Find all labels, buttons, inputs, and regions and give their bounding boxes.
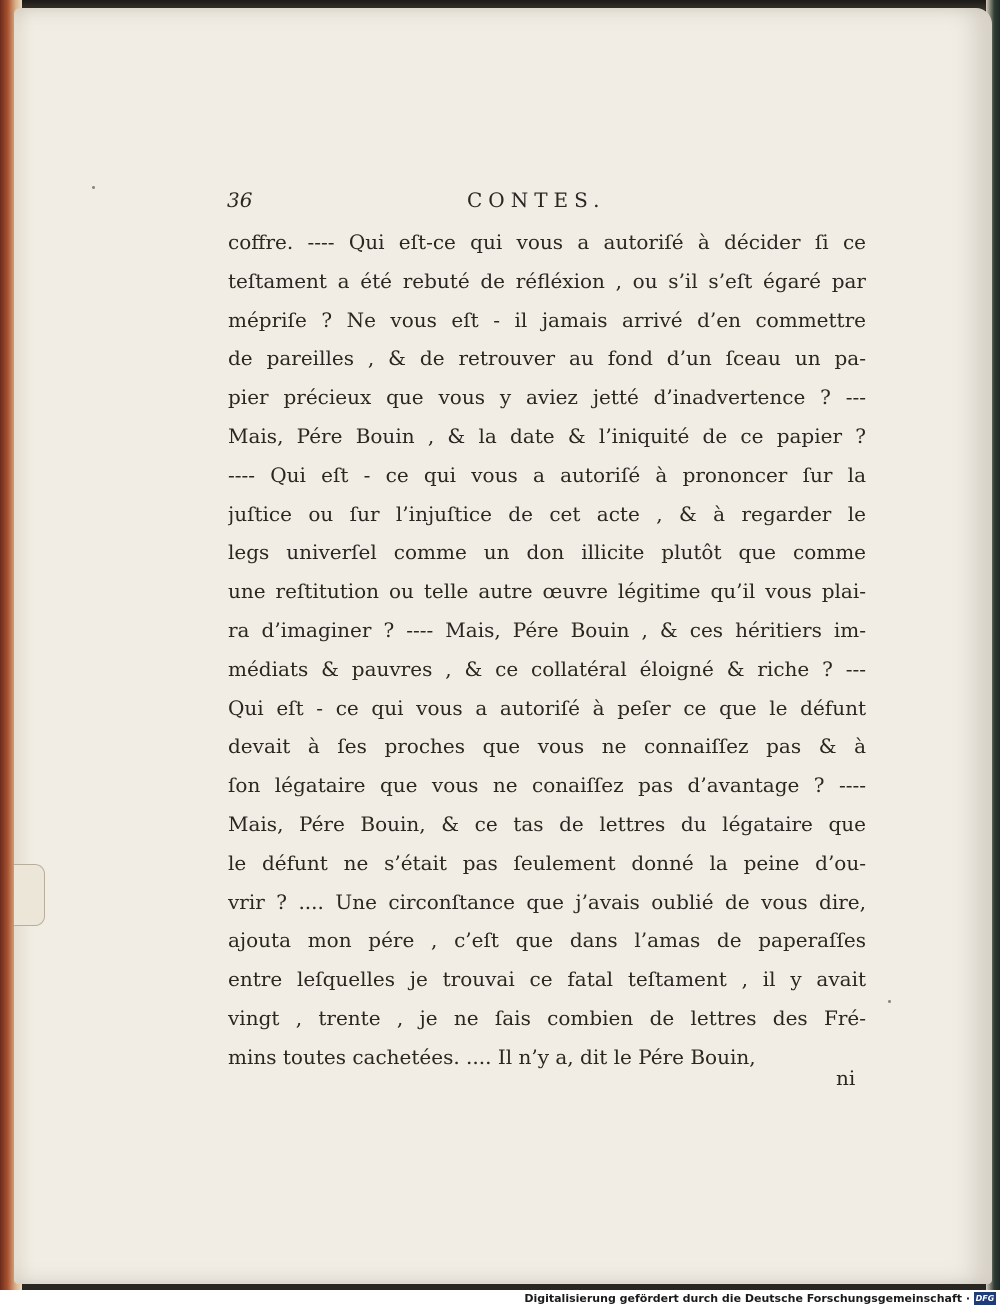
- funding-credit: Digitalisierung gefördert durch die Deutsche Forschungsgemeinschaft ·: [524, 1292, 970, 1305]
- text-line: mins toutes cachetées. .... Il n’y a, dit le Pére Bouin,: [228, 1044, 756, 1069]
- text-line: pier précieux que vous y aviez jetté d’inadvertence ? ---: [228, 385, 866, 410]
- text-line: legs univerſel comme un don illicite plutôt que comme: [228, 540, 866, 565]
- text-line: Mais, Pére Bouin, & ce tas de lettres du légataire que: [228, 811, 866, 836]
- text-line: juſtice ou ſur l’injuſtice de cet acte , & à regarder le: [228, 501, 866, 526]
- paper-speck: [92, 186, 95, 189]
- dfg-logo: DFG: [975, 1294, 995, 1303]
- text-line: vrir ? .... Une circonſtance que j’avais oublié de vous dire,: [228, 889, 866, 914]
- body-text: [228, 223, 866, 1077]
- text-line: mépriſe ? Ne vous eſt - il jamais arrivé d’en commettre: [228, 307, 866, 332]
- text-line: ---- Qui eſt - ce qui vous a autoriſé à prononcer ſur la: [228, 462, 866, 487]
- page-clip: [14, 864, 45, 926]
- text-line: médiats & pauvres , & ce collatéral éloigné & riche ? ---: [228, 656, 866, 681]
- text-line: ajouta mon pére , c’eſt que dans l’amas de paperaſſes: [228, 928, 866, 953]
- text-line: devait à ſes proches que vous ne connaiſſez pas & à: [228, 734, 866, 759]
- text-line: entre leſquelles je trouvai ce fatal teſtament , il y avait: [228, 967, 866, 992]
- text-line: une reſtitution ou telle autre œuvre légitime qu’il vous plai-: [228, 579, 866, 604]
- footer-bar: [0, 1290, 1000, 1308]
- text-line: de pareilles , & de retrouver au fond d’un ſceau un pa-: [228, 346, 866, 371]
- running-title: CONTES.: [467, 188, 606, 212]
- text-line: teſtament a été rebuté de réfléxion , ou s’il s’eſt égaré par: [228, 268, 866, 293]
- text-line: ra d’imaginer ? ---- Mais, Pére Bouin , & ces héritiers im-: [228, 617, 866, 642]
- running-head: [227, 188, 627, 216]
- paper-speck: [888, 1000, 891, 1003]
- text-line: le défunt ne s’était pas ſeulement donné la peine d’ou-: [228, 850, 866, 875]
- text-line: ſon légataire que vous ne conaiſſez pas d’avantage ? ----: [228, 773, 866, 798]
- text-line: Qui eſt - ce qui vous a autoriſé à peſer ce que le défunt: [228, 695, 866, 720]
- text-line: Mais, Pére Bouin , & la date & l’iniquité de ce papier ?: [228, 423, 866, 448]
- text-line: coffre. ---- Qui eſt-ce qui vous a autoriſé à décider ſi ce: [228, 230, 866, 254]
- text-line: vingt , trente , je ne ſais combien de lettres des Fré-: [228, 1005, 866, 1030]
- catchword: ni: [836, 1066, 856, 1090]
- page-number: 36: [227, 188, 253, 212]
